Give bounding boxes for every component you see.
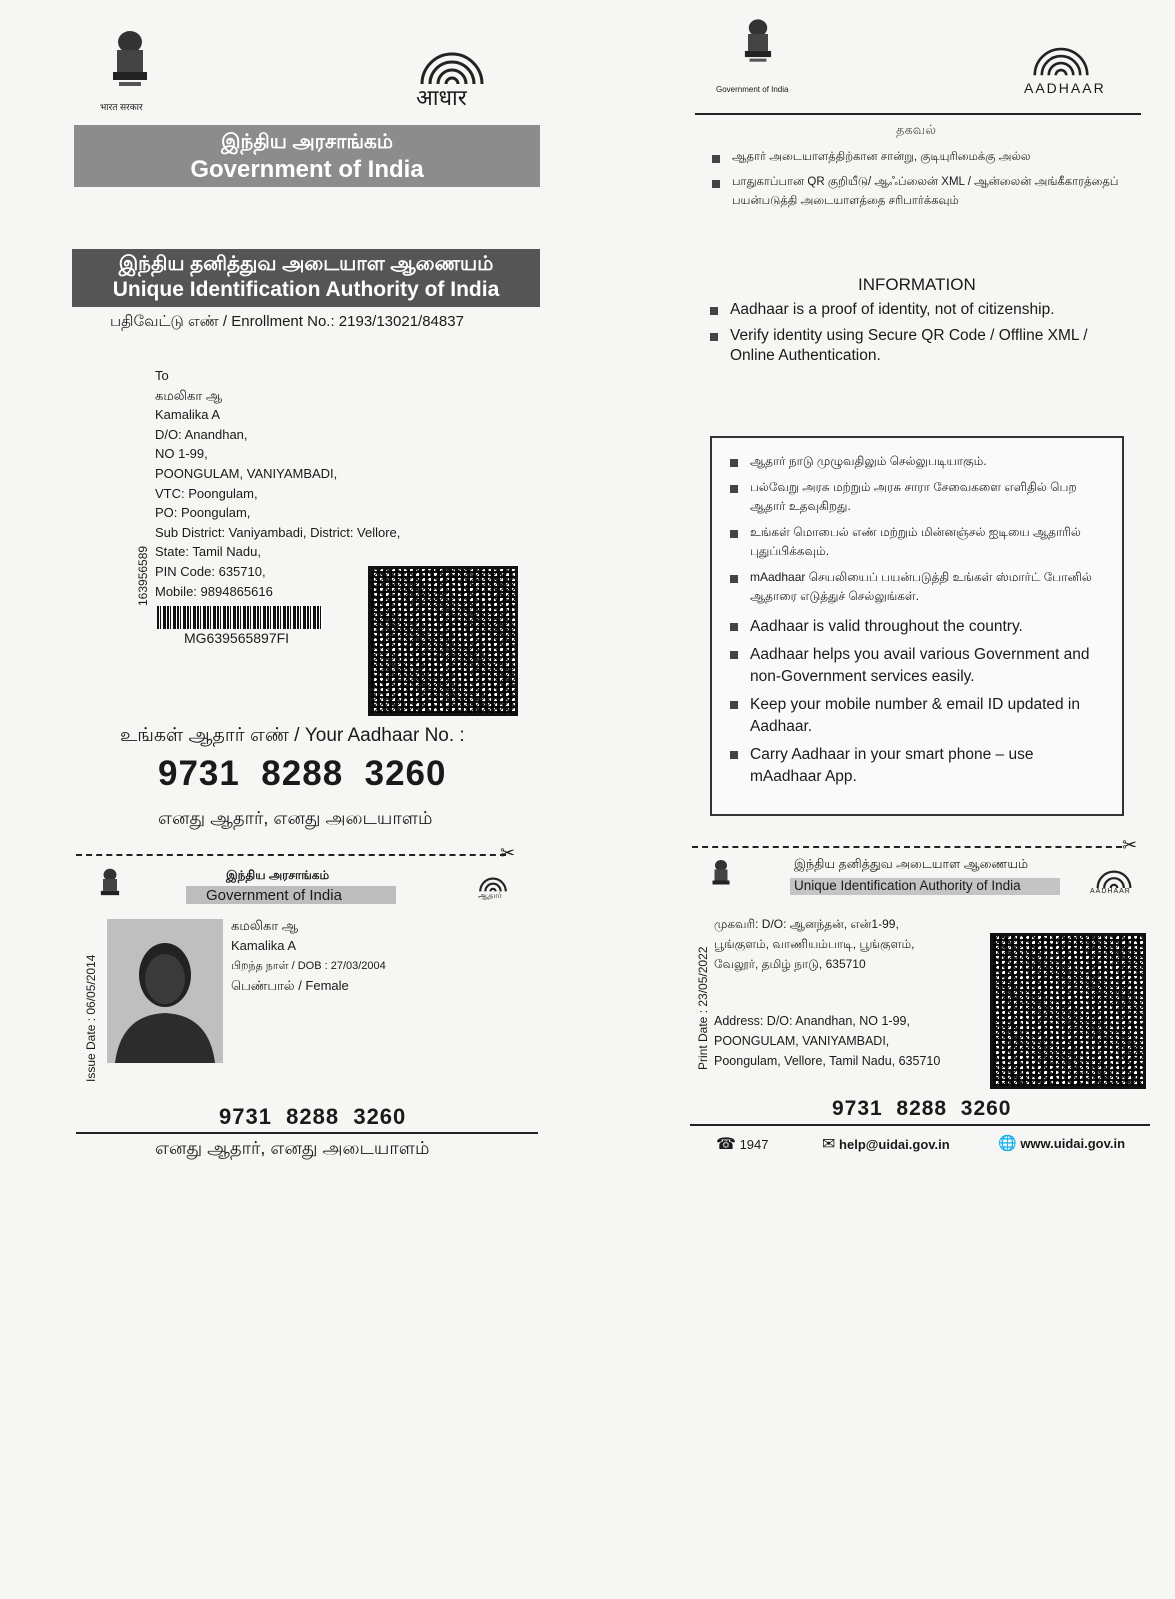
address-line: POONGULAM, VANIYAMBADI, [714,1034,890,1048]
card-gov-english: Government of India [206,887,342,904]
phone-contact [716,1134,768,1154]
box-item: பல்வேறு அரசு மற்றும் அரசு சாரா சேவைகளை எளிதில் பெற ஆதார் உதவுகிறது. [730,478,1106,516]
address-english [714,1011,940,1071]
divider [76,1132,538,1134]
issue-date: Issue Date : 06/05/2014 [84,954,98,1082]
uidai-title-tamil: இந்திய தனித்துவ அடையாள ஆணையம் [118,253,494,275]
info-box [710,436,1124,816]
bullet-icon [710,333,718,341]
info-item: Verify identity using Secure QR Code / Offline XML / Online Authentication. [710,326,1130,366]
info-list [710,300,1130,366]
emblem-caption: भारत सरकार [100,102,143,112]
card-gov-tamil: இந்திய அரசாங்கம் [226,868,330,882]
gov-title-english: Government of India [190,156,424,183]
box-item: Aadhaar is valid throughout the country. [730,616,1106,638]
address-line: கமலிகா ஆ [155,387,223,403]
info-item: ஆதார் அடையாளத்திற்கான சான்று, குடியுரிமைக்கு அல்ல [712,148,1132,167]
info-item: பாதுகாப்பான QR குறியீடு/ ஆஃப்லைன் XML / ஆன்லைன் அங்கீகாரத்தைப் பயன்படுத்தி அடையாளத்தை சரிபார்க்கவும் [712,173,1132,211]
info-item: Aadhaar is a proof of identity, not of citizenship. [710,300,1130,320]
phone-number: 1947 [739,1137,769,1152]
address-line: Sub District: Vaniyambadi, District: Vellore, [155,524,401,540]
card-aadhaar-number: 9731 8288 3260 [219,1104,407,1129]
address-line: VTC: Poongulam, [155,485,258,501]
qr-code [990,933,1146,1089]
qr-code [368,566,518,716]
bullet-icon [710,307,718,315]
recipient-address [155,366,400,601]
box-item: Keep your mobile number & email ID updated in Aadhaar. [730,694,1106,738]
card-aadhaar-number: 9731 8288 3260 [832,1097,1012,1120]
emblem-icon [738,15,778,73]
enrollment-number: பதிவேட்டு எண் / Enrollment No.: 2193/13021/84837 [110,313,464,330]
aadhaar-logo-text: AADHAAR [1024,80,1106,96]
bullet-icon [730,751,738,759]
gender: பெண்பால் / Female [231,978,349,993]
bullet-icon [730,530,738,538]
address-line: பூங்குளம், வாணியம்பாடி, பூங்குளம், [714,937,915,951]
side-serial-number: 163956589 [136,545,150,606]
aadhaar-fingerprint-icon [1026,36,1096,76]
aadhaar-fingerprint-icon [476,872,510,892]
emblem-icon [96,866,124,906]
header-divider [695,113,1141,115]
emblem-icon [104,28,156,98]
box-item: mAadhaar செயலியைப் பயன்படுத்தி உங்கள் ஸ்மார்ட் போனில் ஆதாரை எடுத்துச் செல்லுங்கள். [730,568,1106,606]
box-item: Aadhaar helps you avail various Government and non-Government services easily. [730,644,1106,688]
bullet-icon [730,575,738,583]
card-aadhaar-logo-text: ஆதார் [478,891,502,900]
address-line: NO 1-99, [155,446,208,462]
government-banner [74,125,540,187]
holder-photo [107,919,223,1063]
date-of-birth: பிறந்த நாள் / DOB : 27/03/2004 [231,960,386,972]
bullet-icon [730,459,738,467]
barcode [157,606,323,629]
bullet-icon [712,180,720,188]
box-item: உங்கள் மொபைல் எண் மற்றும் மின்னஞ்சல் ஐடியை ஆதாரில் புதுப்பிக்கவும். [730,523,1106,561]
bullet-icon [730,701,738,709]
info-heading: INFORMATION [858,275,976,294]
aadhaar-fingerprint-icon [412,40,492,84]
card-uidai-tamil: இந்திய தனித்துவ அடையாள ஆணையம் [794,857,1029,871]
address-line: வேலூர், தமிழ் நாடு, 635710 [714,957,866,971]
globe-icon: 🌐 [998,1135,1017,1152]
barcode-text: MG639565897FI [184,630,290,646]
card-aadhaar-logo-text: AADHAAR [1090,888,1131,895]
email-contact [822,1134,950,1154]
box-tamil-list [730,452,1106,606]
address-line: POONGULAM, VANIYAMBADI, [155,465,338,481]
tagline: எனது ஆதார், எனது அடையாளம் [158,808,433,828]
address-line: முகவரி: D/O: ஆனந்தன், என்1-99, [714,917,899,931]
emblem-icon [708,856,734,896]
scissors-icon: ✂ [1122,835,1138,855]
bullet-icon [730,651,738,659]
box-english-list [730,616,1106,788]
website-contact [998,1134,1125,1152]
name-tamil: கமலிகா ஆ [231,918,299,933]
aadhaar-logo-text: आधार [416,85,467,110]
box-item: Carry Aadhaar in your smart phone – use mAadhaar App. [730,744,1106,788]
bullet-icon [712,155,720,163]
tamil-info-list [712,148,1132,211]
address-tamil [714,914,914,974]
your-aadhaar-label: உங்கள் ஆதார் எண் / Your Aadhaar No. : [120,725,465,746]
phone-icon: ☎ [716,1136,736,1153]
cut-line [692,846,1122,848]
name-english: Kamalika A [231,938,297,953]
address-line: PO: Poongulam, [155,505,251,521]
address-line: D/O: Anandhan, [155,426,248,442]
address-line: State: Tamil Nadu, [155,544,261,560]
emblem-caption: Government of India [716,85,789,94]
address-line: PIN Code: 635710, [155,563,266,579]
address-line: Poongulam, Vellore, Tamil Nadu, 635710 [714,1054,941,1068]
website-url: www.uidai.gov.in [1020,1136,1126,1151]
divider [690,1124,1150,1126]
email-address: help@uidai.gov.in [839,1137,950,1152]
cut-line [76,854,506,856]
aadhaar-number: 9731 8288 3260 [158,754,447,793]
address-line: Kamalika A [155,407,221,423]
tamil-info-heading: தகவல் [896,122,937,137]
aadhaar-fingerprint-icon [1092,864,1136,888]
mail-icon: ✉ [822,1136,836,1153]
box-item: ஆதார் நாடு முழுவதிலும் செல்லுபடியாகும். [730,452,1106,471]
address-line: To [155,368,169,383]
gov-title-tamil: இந்திய அரசாங்கம் [221,131,393,153]
bullet-icon [730,623,738,631]
uidai-banner [72,249,540,307]
uidai-title-english: Unique Identification Authority of India [112,278,500,301]
scissors-icon: ✂ [500,843,516,863]
address-line: Mobile: 9894865616 [155,583,273,599]
address-line: Address: D/O: Anandhan, NO 1-99, [714,1014,910,1028]
print-date: Print Date : 23/05/2022 [696,946,710,1070]
holder-details [231,916,386,996]
card-uidai-english: Unique Identification Authority of India [794,878,1021,893]
bullet-icon [730,485,738,493]
card-tagline: எனது ஆதார், எனது அடையாளம் [155,1138,430,1158]
